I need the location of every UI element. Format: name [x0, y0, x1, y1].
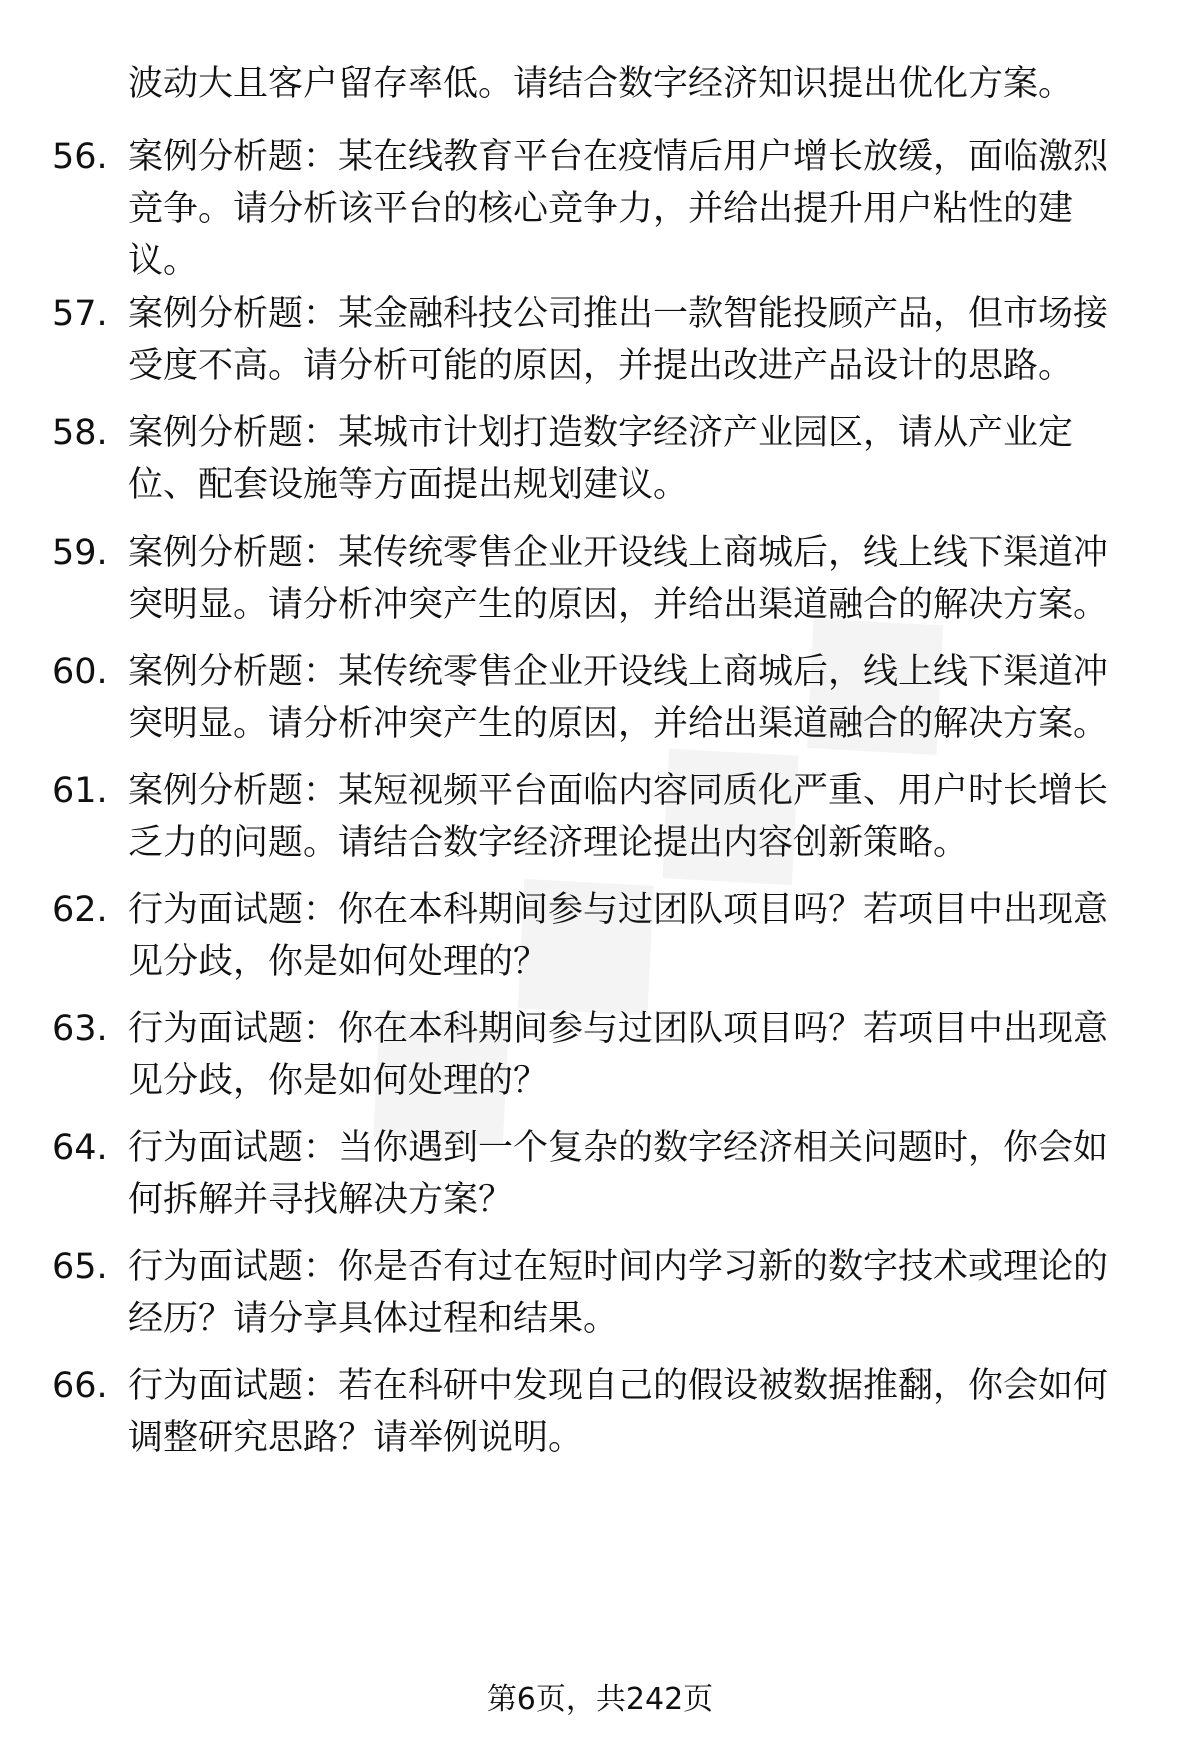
question-number: 61.: [52, 771, 108, 811]
continuation-text: 波动大且客户留存率低。请结合数字经济知识提出优化方案。: [128, 64, 1074, 104]
question-item: [52, 765, 1142, 869]
question-text: 案例分析题：某金融科技公司推出一款智能投顾产品，但市场接受度不高。请分析可能的原因，并提出改进产品设计的思路。: [128, 294, 1109, 386]
question-number: 57.: [52, 294, 108, 334]
question-item: [52, 407, 1142, 511]
question-text: 行为面试题：当你遇到一个复杂的数字经济相关问题时，你会如何拆解并寻找解决方案？: [128, 1128, 1109, 1220]
question-item: [52, 1122, 1142, 1226]
question-text: 案例分析题：某短视频平台面临内容同质化严重、用户时长增长乏力的问题。请结合数字经济理论提出内容创新策略。: [128, 771, 1109, 863]
question-item: [52, 884, 1142, 988]
question-text: 案例分析题：某在线教育平台在疫情后用户增长放缓，面临激烈竞争。请分析该平台的核心竞争力，并给出提升用户粘性的建议。: [128, 137, 1109, 281]
question-number: 65.: [52, 1247, 108, 1287]
question-text: 案例分析题：某城市计划打造数字经济产业园区，请从产业定位、配套设施等方面提出规划建议。: [128, 413, 1074, 505]
question-item: [52, 1003, 1142, 1107]
question-text: 行为面试题：你在本科期间参与过团队项目吗？若项目中出现意见分歧，你是如何处理的？: [128, 1009, 1109, 1101]
question-item: [52, 1241, 1142, 1345]
question-number: 63.: [52, 1009, 108, 1049]
question-number: 56.: [52, 137, 108, 177]
page-footer: 第6页，共242页: [486, 1682, 714, 1717]
question-text: 行为面试题：你在本科期间参与过团队项目吗？若项目中出现意见分歧，你是如何处理的？: [128, 890, 1109, 982]
question-item: [52, 527, 1142, 631]
question-item: [52, 131, 1142, 287]
question-text: 行为面试题：若在科研中发现自己的假设被数据推翻，你会如何调整研究思路？请举例说明。: [128, 1366, 1109, 1458]
question-text: 行为面试题：你是否有过在短时间内学习新的数字技术或理论的经历？请分享具体过程和结果。: [128, 1247, 1109, 1339]
question-number: 66.: [52, 1366, 108, 1406]
question-number: 62.: [52, 890, 108, 930]
question-text: 案例分析题：某传统零售企业开设线上商城后，线上线下渠道冲突明显。请分析冲突产生的原因，并给出渠道融合的解决方案。: [128, 652, 1109, 744]
question-item: [52, 646, 1142, 750]
question-item: [52, 1360, 1142, 1464]
question-number: 59.: [52, 533, 108, 573]
question-item: [52, 288, 1142, 392]
question-number: 64.: [52, 1128, 108, 1168]
question-number: 60.: [52, 652, 108, 692]
question-text: 案例分析题：某传统零售企业开设线上商城后，线上线下渠道冲突明显。请分析冲突产生的原因，并给出渠道融合的解决方案。: [128, 533, 1109, 625]
question-number: 58.: [52, 413, 108, 453]
